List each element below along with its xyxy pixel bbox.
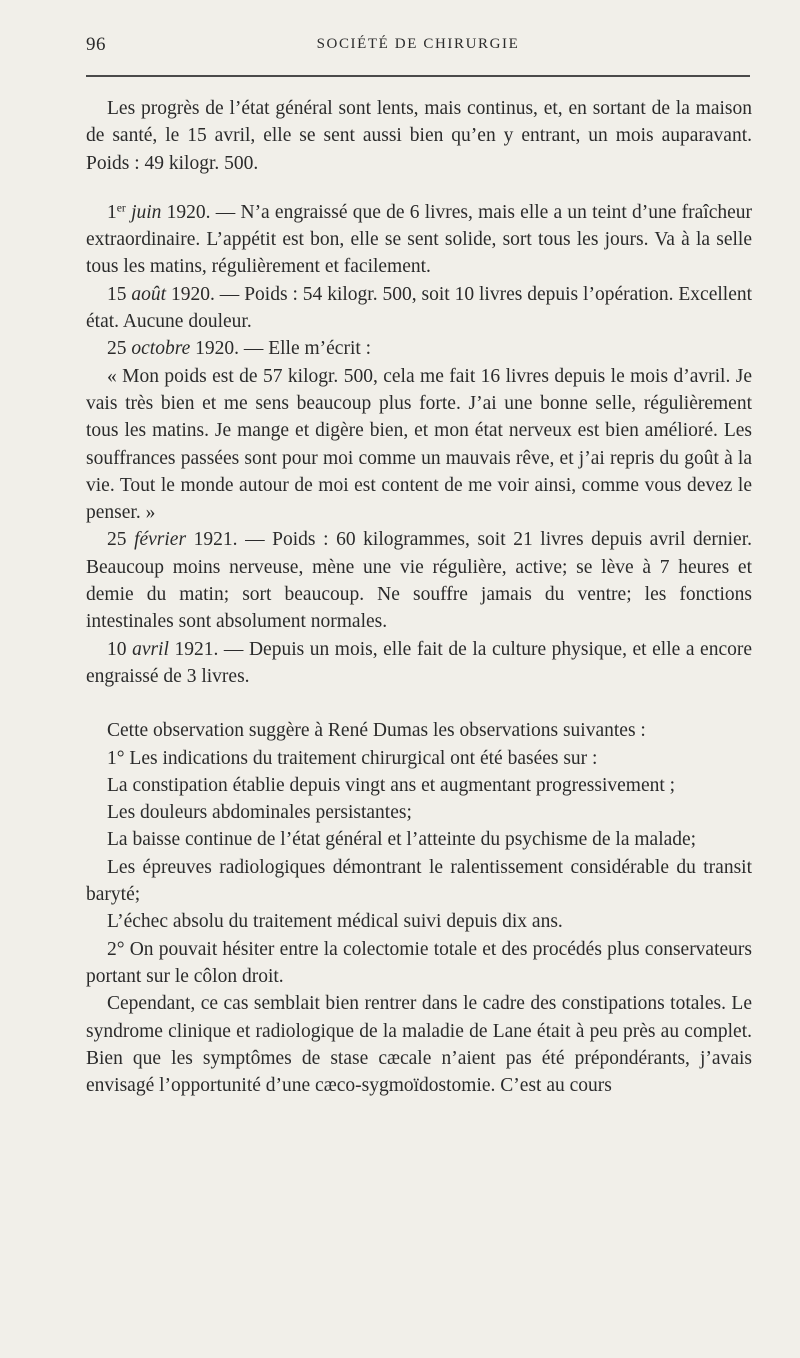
- paragraph-observation-intro: Cette observation suggère à René Dumas les observations suivantes :: [107, 720, 646, 742]
- paragraph-echec: L’échec absolu du traitement médical suivi depuis dix ans.: [107, 911, 563, 933]
- paragraph-entry-fevrier-1921: 25 février 1921. — Poids : 60 kilogrammes, soit 21 livres depuis avril dernier. Beaucoup moins nerveuse, mène une vie régulière, active; se lève à 7 heures et demie du matin; sort beaucoup. Ne souffre jamais du ventre; les fonctions intestinales sont absolument normales.: [86, 529, 752, 633]
- paragraph-douleurs: Les douleurs abdominales persistantes;: [107, 802, 412, 824]
- body-text: [86, 95, 752, 1099]
- page-header: [86, 34, 750, 62]
- paragraph-constipation: La constipation établie depuis vingt ans et augmentant progressivement ;: [107, 774, 676, 796]
- paragraph-entry-avril-1921: 10 avril 1921. — Depuis un mois, elle fait de la culture physique, et elle a encore engraissé de 3 livres.: [86, 638, 753, 687]
- paragraph-entry-juin-1920: 1er juin 1920. — N’a engraissé que de 6 livres, mais elle a un teint d’une fraîcheur extraordinaire. L’appétit est bon, elle se sent solide, sort tous les jours. Va à la selle tous les matins, régulièrement et facilement.: [86, 201, 753, 278]
- paragraph-baisse: La baisse continue de l’état général et l’atteinte du psychisme de la malade;: [107, 829, 697, 851]
- page-number: 96: [86, 34, 106, 55]
- paragraph-entry-octobre-1920: 25 octobre 1920. — Elle m’écrit :: [107, 338, 372, 360]
- paragraph-colectomie: 2° On pouvait hésiter entre la colectomie totale et des procédés plus conservateurs portant sur le côlon droit.: [86, 938, 752, 987]
- header-rule: [86, 75, 750, 77]
- paragraph-letter-quote: « Mon poids est de 57 kilogr. 500, cela me fait 16 livres depuis le mois d’avril. Je vais très bien et me sens beaucoup plus forte. J’ai une bonne selle, régulièrement tous les matins. Je mange et digère bien, et mon état nerveux est bien amélioré. Les souffrances passées sont pour moi comme un mauvais rêve, et j’ai repris du goût à la vie. Tout le monde autour de moi est content de me voir ainsi, comme vous devez le penser. »: [86, 365, 752, 524]
- paragraph-cependant: Cependant, ce cas semblait bien rentrer dans le cadre des constipations totales. Le syndrome clinique et radiologique de la maladie de Lane était à peu près au complet. Bien que les symptômes de stase cæcale n’aient pas été prépondérants, j’avais envisagé l’opportunité d’une cæco-sygmoïdostomie. C’est au cours: [86, 993, 752, 1097]
- paragraph-weight-progress: Les progrès de l’état général sont lents, mais continus, et, en sortant de la maison de santé, le 15 avril, elle se sent aussi bien qu’en y entrant, un mois auparavant. Poids : 49 kilogr. 500.: [86, 98, 752, 174]
- paragraph-indications: 1° Les indications du traitement chirurgical ont été basées sur :: [107, 747, 598, 769]
- running-head: SOCIÉTÉ DE CHIRURGIE: [316, 36, 520, 52]
- paragraph-entry-aout-1920: 15 août 1920. — Poids : 54 kilogr. 500, soit 10 livres depuis l’opération. Excellent état. Aucune douleur.: [86, 283, 753, 333]
- paragraph-epreuves: Les épreuves radiologiques démontrant le ralentissement considérable du transit baryté;: [86, 856, 752, 906]
